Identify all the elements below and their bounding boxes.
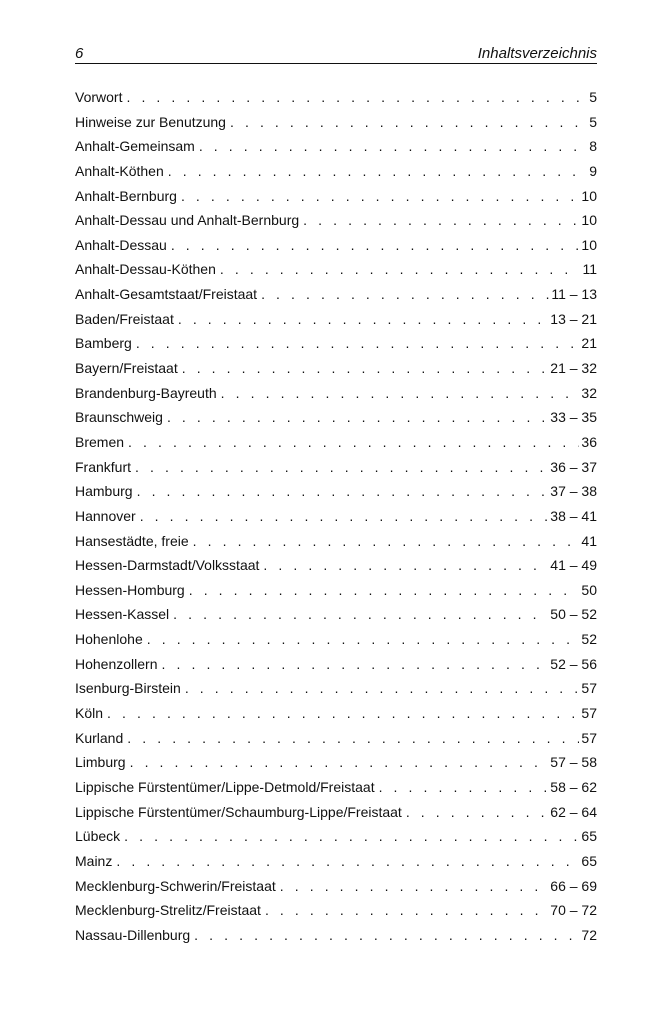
toc-dot-leader (173, 605, 548, 623)
toc-entry (75, 852, 597, 877)
toc-entry (75, 88, 597, 113)
toc-entry (75, 458, 597, 483)
toc-dot-leader (178, 310, 548, 328)
toc-entry-title: Mecklenburg-Strelitz/Freistaat (75, 901, 265, 919)
toc-entry-pages: 11 – 13 (551, 286, 597, 303)
toc-entry-title: Anhalt-Gesamtstaat/Freistaat (75, 285, 261, 303)
toc-dot-leader (135, 458, 548, 476)
toc-dot-leader (280, 877, 549, 895)
toc-dot-leader (126, 88, 587, 106)
toc-entry-title: Braunschweig (75, 408, 167, 426)
toc-entry-title: Hansestädte, freie (75, 532, 193, 550)
toc-dot-leader (263, 556, 548, 574)
toc-entry-pages: 11 (582, 261, 597, 278)
toc-dot-leader (220, 260, 581, 278)
toc-dot-leader (130, 753, 549, 771)
toc-entry-title: Hohenlohe (75, 630, 147, 648)
toc-entry (75, 581, 597, 606)
toc-entry-pages: 8 (589, 138, 597, 155)
toc-entry (75, 359, 597, 384)
toc-dot-leader (182, 359, 549, 377)
toc-entry (75, 532, 597, 557)
toc-dot-leader (127, 729, 579, 747)
toc-entry-title: Anhalt-Gemeinsam (75, 137, 199, 155)
toc-entry-title: Lippische Fürstentümer/Schaumburg-Lippe/Freistaat (75, 803, 406, 821)
toc-entry-title: Hohenzollern (75, 655, 162, 673)
toc-entry (75, 211, 597, 236)
toc-entry-pages: 52 – 56 (550, 655, 597, 672)
toc-entry-title: Bremen (75, 433, 128, 451)
toc-entry-pages: 21 (581, 335, 597, 352)
toc-entry-pages: 32 (581, 384, 597, 401)
toc-dot-leader (147, 630, 580, 648)
toc-entry (75, 778, 597, 803)
toc-entry (75, 113, 597, 138)
toc-entry-title: Anhalt-Dessau (75, 236, 171, 254)
toc-entry-pages: 70 – 72 (550, 902, 597, 919)
toc-entry-pages: 5 (589, 113, 597, 130)
toc-dot-leader (137, 482, 549, 500)
toc-entry-pages: 36 – 37 (550, 458, 597, 475)
toc-entry (75, 187, 597, 212)
toc-entry (75, 901, 597, 926)
toc-entry-title: Hannover (75, 507, 140, 525)
toc-entry-pages: 33 – 35 (550, 409, 597, 426)
toc-entry-title: Isenburg-Birstein (75, 679, 185, 697)
toc-entry-pages: 10 (581, 187, 597, 204)
toc-dot-leader (265, 901, 548, 919)
toc-entry (75, 729, 597, 754)
toc-entry-title: Hamburg (75, 482, 137, 500)
toc-entry-title: Anhalt-Bernburg (75, 187, 181, 205)
toc-entry-title: Frankfurt (75, 458, 135, 476)
toc-entry-title: Bamberg (75, 334, 136, 352)
toc-entry-pages: 58 – 62 (550, 778, 597, 795)
toc-entry-title: Vorwort (75, 88, 126, 106)
toc-entry-pages: 13 – 21 (550, 310, 597, 327)
toc-entry (75, 162, 597, 187)
toc-entry-title: Brandenburg-Bayreuth (75, 384, 221, 402)
toc-entry-title: Limburg (75, 753, 130, 771)
toc-dot-leader (116, 852, 579, 870)
page-header (75, 40, 597, 64)
toc-dot-leader (162, 655, 549, 673)
toc-entry-pages: 5 (589, 89, 597, 105)
document-page (75, 40, 597, 943)
toc-entry-pages: 10 (581, 212, 597, 229)
toc-dot-leader (140, 507, 549, 525)
section-title: Inhaltsverzeichnis (477, 45, 597, 62)
toc-dot-leader (181, 187, 579, 205)
toc-entry (75, 655, 597, 680)
toc-entry-pages: 65 (581, 828, 597, 845)
toc-entry-pages: 72 (581, 926, 597, 943)
toc-entry-title: Hessen-Homburg (75, 581, 189, 599)
toc-dot-leader (189, 581, 580, 599)
toc-entry (75, 803, 597, 828)
toc-entry-pages: 65 (581, 852, 597, 869)
toc-entry-title: Lippische Fürstentümer/Lippe-Detmold/Freistaat (75, 778, 379, 796)
toc-entry-pages: 57 (581, 729, 597, 746)
toc-entry (75, 384, 597, 409)
toc-entry-pages: 41 (581, 532, 597, 549)
toc-entry-pages: 38 – 41 (550, 507, 597, 524)
toc-entry-pages: 62 – 64 (550, 803, 597, 820)
table-of-contents (75, 88, 597, 950)
toc-entry-title: Nassau-Dillenburg (75, 926, 194, 944)
toc-entry-title: Hessen-Kassel (75, 605, 173, 623)
page-number: 6 (75, 45, 84, 62)
toc-entry-title: Köln (75, 704, 107, 722)
toc-dot-leader (379, 778, 549, 796)
toc-entry (75, 310, 597, 335)
toc-dot-leader (261, 285, 549, 303)
toc-dot-leader (128, 433, 579, 451)
toc-entry (75, 630, 597, 655)
toc-entry (75, 482, 597, 507)
toc-dot-leader (107, 704, 579, 722)
toc-dot-leader (221, 384, 580, 402)
toc-entry-pages: 57 (581, 680, 597, 697)
toc-entry (75, 236, 597, 261)
toc-dot-leader (167, 408, 548, 426)
toc-entry-title: Mecklenburg-Schwerin/Freistaat (75, 877, 280, 895)
toc-entry (75, 408, 597, 433)
toc-dot-leader (194, 926, 579, 944)
toc-entry (75, 433, 597, 458)
toc-dot-leader (185, 679, 580, 697)
toc-entry-pages: 9 (589, 162, 597, 179)
toc-entry-title: Bayern/Freistaat (75, 359, 182, 377)
toc-entry-pages: 52 (581, 631, 597, 648)
toc-entry-pages: 36 (581, 433, 597, 450)
toc-dot-leader (199, 137, 587, 155)
toc-entry-pages: 37 – 38 (550, 483, 597, 500)
toc-entry-pages: 66 – 69 (550, 877, 597, 894)
toc-entry-pages: 57 – 58 (550, 754, 597, 771)
toc-dot-leader (406, 803, 548, 821)
toc-entry (75, 334, 597, 359)
toc-entry-pages: 10 (581, 236, 597, 253)
toc-entry-title: Lübeck (75, 827, 124, 845)
toc-entry-title: Hessen-Darmstadt/Volksstaat (75, 556, 263, 574)
toc-entry (75, 260, 597, 285)
toc-entry-pages: 41 – 49 (550, 557, 597, 574)
toc-entry-pages: 57 (581, 705, 597, 722)
toc-entry (75, 926, 597, 951)
toc-dot-leader (230, 113, 587, 131)
toc-entry-pages: 21 – 32 (550, 360, 597, 377)
toc-entry-pages: 50 (581, 581, 597, 598)
toc-dot-leader (171, 236, 580, 254)
toc-dot-leader (193, 532, 580, 550)
toc-entry-title: Mainz (75, 852, 116, 870)
toc-entry-title: Anhalt-Köthen (75, 162, 168, 180)
toc-entry (75, 605, 597, 630)
toc-dot-leader (124, 827, 579, 845)
toc-entry (75, 137, 597, 162)
toc-entry-title: Baden/Freistaat (75, 310, 178, 328)
toc-dot-leader (303, 211, 579, 229)
toc-entry-title: Anhalt-Dessau und Anhalt-Bernburg (75, 211, 303, 229)
toc-entry (75, 507, 597, 532)
toc-entry-title: Kurland (75, 729, 127, 747)
toc-entry (75, 704, 597, 729)
toc-entry (75, 556, 597, 581)
toc-entry (75, 679, 597, 704)
toc-dot-leader (136, 334, 580, 352)
toc-entry (75, 753, 597, 778)
toc-entry (75, 827, 597, 852)
toc-entry (75, 877, 597, 902)
toc-entry-title: Anhalt-Dessau-Köthen (75, 260, 220, 278)
toc-entry (75, 285, 597, 310)
toc-dot-leader (168, 162, 587, 180)
toc-entry-title: Hinweise zur Benutzung (75, 113, 230, 131)
toc-entry-pages: 50 – 52 (550, 606, 597, 623)
